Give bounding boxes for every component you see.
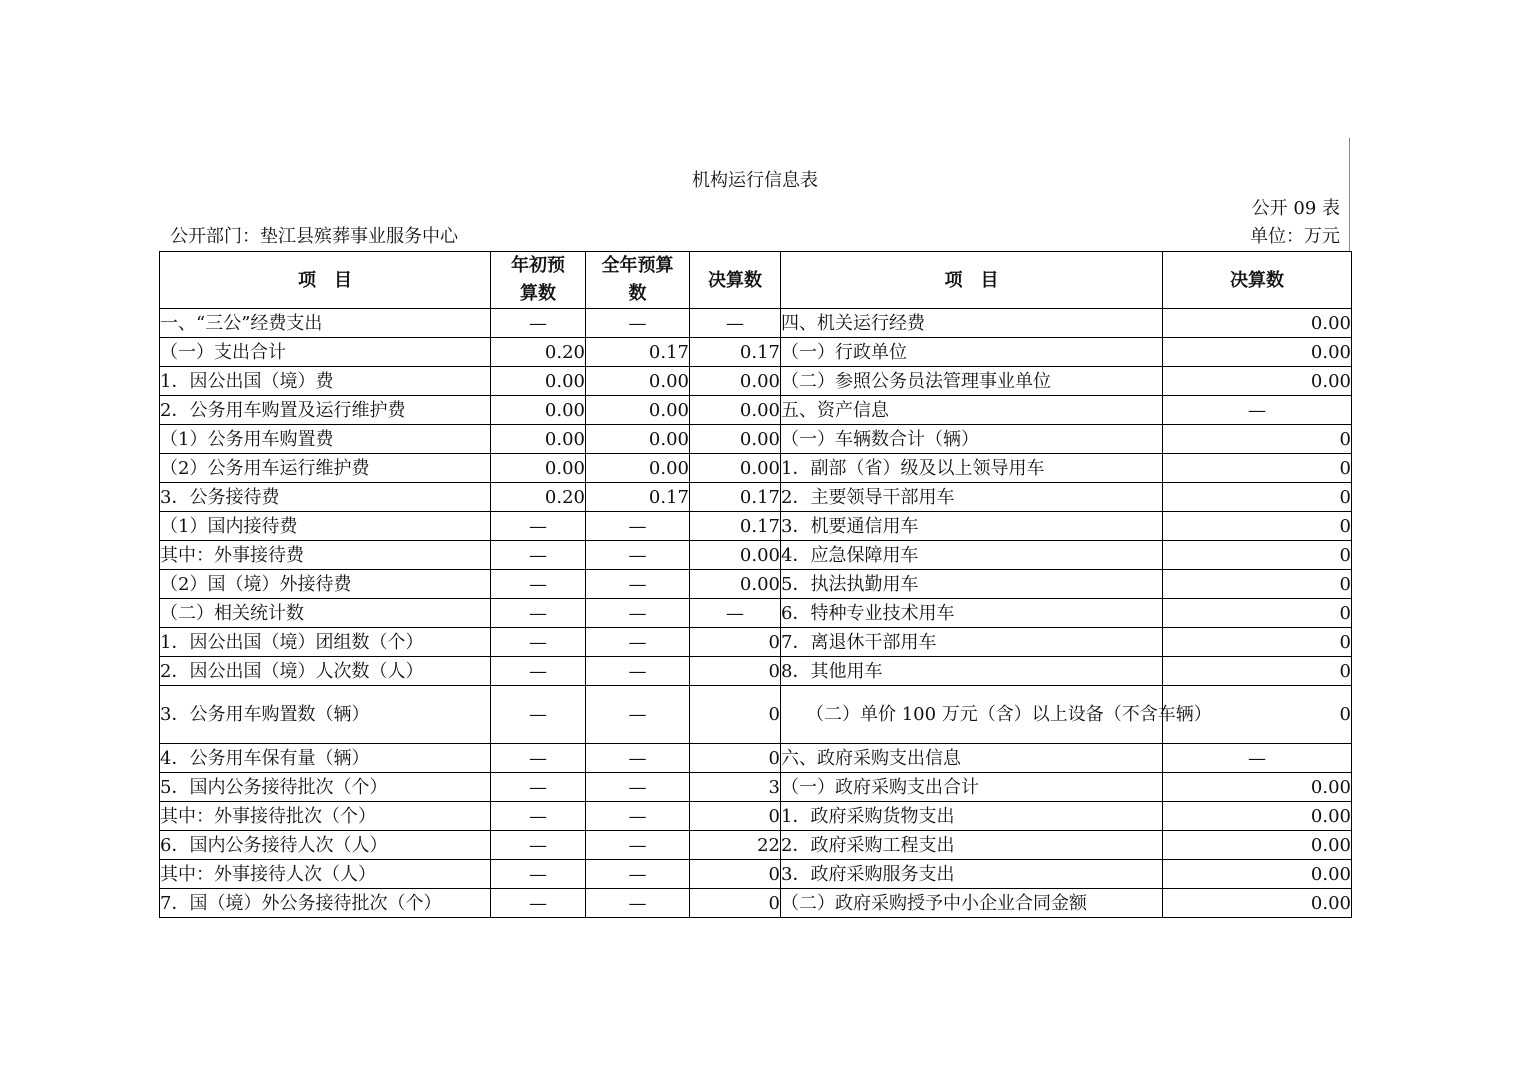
final-account-right-value: 0.00: [1163, 860, 1352, 889]
full-year-budget-value: —: [586, 802, 690, 831]
item-label: （2）公务用车运行维护费: [160, 454, 491, 483]
full-year-budget-value: 0.17: [586, 338, 690, 367]
table-row: [160, 599, 1352, 628]
initial-budget-value: 0.00: [491, 425, 586, 454]
full-year-budget-value: 0.00: [586, 367, 690, 396]
final-account-value: 0: [690, 860, 781, 889]
final-account-value: 0: [690, 628, 781, 657]
initial-budget-header: [491, 252, 586, 309]
final-account-value: 0.00: [690, 541, 781, 570]
table-row: [160, 628, 1352, 657]
final-account-right-value: 0.00: [1163, 831, 1352, 860]
item-label: 3．公务接待费: [160, 483, 491, 512]
initial-budget-value: —: [491, 744, 586, 773]
item-right-label: 1．副部（省）级及以上领导用车: [781, 454, 1163, 483]
final-account-right-value: 0: [1163, 628, 1352, 657]
page-edge-line: [1349, 138, 1350, 251]
item-right-label: （一）行政单位: [781, 338, 1163, 367]
table-code: 公开 09 表: [1251, 198, 1340, 219]
final-account-right-value: —: [1163, 396, 1352, 425]
table-row: [160, 309, 1352, 338]
table-row: [160, 454, 1352, 483]
final-account-value: —: [690, 309, 781, 338]
full-year-budget-value: —: [586, 599, 690, 628]
final-account-right-value: 0.00: [1163, 309, 1352, 338]
item-label: 1．因公出国（境）团组数（个）: [160, 628, 491, 657]
final-account-right-value: 0: [1163, 483, 1352, 512]
initial-budget-value: —: [491, 860, 586, 889]
table-row: [160, 541, 1352, 570]
initial-budget-value: —: [491, 628, 586, 657]
full-year-budget-value: —: [586, 657, 690, 686]
final-account-value: 0.00: [690, 454, 781, 483]
full-year-budget-header-text: 全年预算数: [601, 255, 674, 304]
final-account-right-value: 0: [1163, 541, 1352, 570]
full-year-budget-value: —: [586, 744, 690, 773]
item-label: 2．公务用车购置及运行维护费: [160, 396, 491, 425]
final-account-value: 0.17: [690, 512, 781, 541]
final-account-value: 0: [690, 802, 781, 831]
final-account-value: 0: [690, 686, 781, 744]
initial-budget-value: —: [491, 889, 586, 918]
initial-budget-value: —: [491, 599, 586, 628]
item-right-label: 3．机要通信用车: [781, 512, 1163, 541]
item-right-label: 四、机关运行经费: [781, 309, 1163, 338]
final-account-right-value: 0: [1163, 570, 1352, 599]
final-account-value: 0: [690, 657, 781, 686]
final-account-value: 0.17: [690, 338, 781, 367]
table-row: [160, 338, 1352, 367]
full-year-budget-value: 0.00: [586, 396, 690, 425]
item-right-label: （一）车辆数合计（辆）: [781, 425, 1163, 454]
table-row: [160, 425, 1352, 454]
final-account-right-value: 0.00: [1163, 773, 1352, 802]
item-right-label: 5．执法执勤用车: [781, 570, 1163, 599]
full-year-budget-value: —: [586, 773, 690, 802]
final-account-value: 0.00: [690, 425, 781, 454]
final-account-value: 22: [690, 831, 781, 860]
item-right-label: 3．政府采购服务支出: [781, 860, 1163, 889]
item-right-label: （一）政府采购支出合计: [781, 773, 1163, 802]
final-account-right-value: 0: [1163, 512, 1352, 541]
full-year-budget-value: —: [586, 570, 690, 599]
final-account-value: —: [690, 599, 781, 628]
full-year-budget-value: —: [586, 512, 690, 541]
final-account-right-value: 0: [1163, 599, 1352, 628]
item-label: 5．国内公务接待批次（个）: [160, 773, 491, 802]
final-account-value: 0.00: [690, 396, 781, 425]
document-title: 机构运行信息表: [692, 170, 818, 191]
full-year-budget-value: —: [586, 628, 690, 657]
item-label: 其中：外事接待人次（人）: [160, 860, 491, 889]
final-account-right-value: 0.00: [1163, 802, 1352, 831]
item-right-label: 6．特种专业技术用车: [781, 599, 1163, 628]
item-right-label: （二）单价 100 万元（含）以上设备（不含车辆）: [781, 686, 1163, 744]
item-label: 其中：外事接待费: [160, 541, 491, 570]
final-account-right-value: 0: [1163, 454, 1352, 483]
full-year-budget-value: —: [586, 860, 690, 889]
table-row: [160, 396, 1352, 425]
final-account-value: 0.00: [690, 367, 781, 396]
table-row: [160, 512, 1352, 541]
item-label: （1）公务用车购置费: [160, 425, 491, 454]
final-account-value: 0: [690, 889, 781, 918]
final-account-right-value: 0: [1163, 686, 1352, 744]
initial-budget-value: 0.00: [491, 367, 586, 396]
initial-budget-value: —: [491, 570, 586, 599]
final-account-right-value: 0.00: [1163, 367, 1352, 396]
full-year-budget-value: —: [586, 686, 690, 744]
full-year-budget-value: 0.00: [586, 425, 690, 454]
final-account-right-header: 决算数: [1163, 252, 1352, 309]
table-row: [160, 367, 1352, 396]
final-account-right-value: 0: [1163, 657, 1352, 686]
item-label: （二）相关统计数: [160, 599, 491, 628]
initial-budget-value: —: [491, 309, 586, 338]
final-account-right-value: —: [1163, 744, 1352, 773]
initial-budget-value: —: [491, 657, 586, 686]
full-year-budget-value: —: [586, 889, 690, 918]
item-label: （2）国（境）外接待费: [160, 570, 491, 599]
table-header-row: [160, 252, 1352, 309]
final-account-value: 0: [690, 744, 781, 773]
full-year-budget-value: 0.17: [586, 483, 690, 512]
item-right-label: （二）政府采购授予中小企业合同金额: [781, 889, 1163, 918]
initial-budget-value: —: [491, 512, 586, 541]
item-column-header: 项 目: [160, 252, 491, 309]
table-row: [160, 889, 1352, 918]
initial-budget-header-text: 年初预算数: [511, 255, 565, 304]
item-label: （1）国内接待费: [160, 512, 491, 541]
final-account-value: 0.00: [690, 570, 781, 599]
item-right-label: 8．其他用车: [781, 657, 1163, 686]
item-label: （一）支出合计: [160, 338, 491, 367]
initial-budget-value: —: [491, 802, 586, 831]
item-label: 其中：外事接待批次（个）: [160, 802, 491, 831]
item-label: 6．国内公务接待人次（人）: [160, 831, 491, 860]
item-label: 7．国（境）外公务接待批次（个）: [160, 889, 491, 918]
full-year-budget-value: 0.00: [586, 454, 690, 483]
table-row: [160, 657, 1352, 686]
table-row: [160, 831, 1352, 860]
final-account-value: 0.17: [690, 483, 781, 512]
table-row: [160, 802, 1352, 831]
item-label: 4．公务用车保有量（辆）: [160, 744, 491, 773]
final-account-right-value: 0.00: [1163, 338, 1352, 367]
item-right-label: 2．主要领导干部用车: [781, 483, 1163, 512]
table-row: [160, 744, 1352, 773]
full-year-budget-value: —: [586, 541, 690, 570]
item-right-label: 六、政府采购支出信息: [781, 744, 1163, 773]
full-year-budget-header: [586, 252, 690, 309]
item-label: 2．因公出国（境）人次数（人）: [160, 657, 491, 686]
initial-budget-value: 0.00: [491, 396, 586, 425]
table-row: [160, 570, 1352, 599]
item-right-label: （二）参照公务员法管理事业单位: [781, 367, 1163, 396]
item-right-label: 4．应急保障用车: [781, 541, 1163, 570]
full-year-budget-value: —: [586, 309, 690, 338]
full-year-budget-value: —: [586, 831, 690, 860]
item-right-column-header: 项 目: [781, 252, 1163, 309]
final-account-value: 3: [690, 773, 781, 802]
final-account-header: 决算数: [690, 252, 781, 309]
item-label: 3．公务用车购置数（辆）: [160, 686, 491, 744]
table-row: [160, 773, 1352, 802]
item-right-label: 五、资产信息: [781, 396, 1163, 425]
final-account-right-value: 0.00: [1163, 889, 1352, 918]
initial-budget-value: —: [491, 773, 586, 802]
item-right-label: 1．政府采购货物支出: [781, 802, 1163, 831]
item-label: 一、“三公”经费支出: [160, 309, 491, 338]
item-right-label: 7．离退休干部用车: [781, 628, 1163, 657]
item-right-label: 2．政府采购工程支出: [781, 831, 1163, 860]
initial-budget-value: —: [491, 541, 586, 570]
item-label: 1．因公出国（境）费: [160, 367, 491, 396]
initial-budget-value: —: [491, 686, 586, 744]
initial-budget-value: 0.20: [491, 338, 586, 367]
table-row: [160, 686, 1352, 744]
info-table: [159, 251, 1352, 918]
department-label: 公开部门：垫江县殡葬事业服务中心: [170, 226, 458, 247]
table-row: [160, 483, 1352, 512]
final-account-right-value: 0: [1163, 425, 1352, 454]
initial-budget-value: —: [491, 831, 586, 860]
unit-label: 单位：万元: [1250, 226, 1340, 247]
table-row: [160, 860, 1352, 889]
initial-budget-value: 0.00: [491, 454, 586, 483]
initial-budget-value: 0.20: [491, 483, 586, 512]
